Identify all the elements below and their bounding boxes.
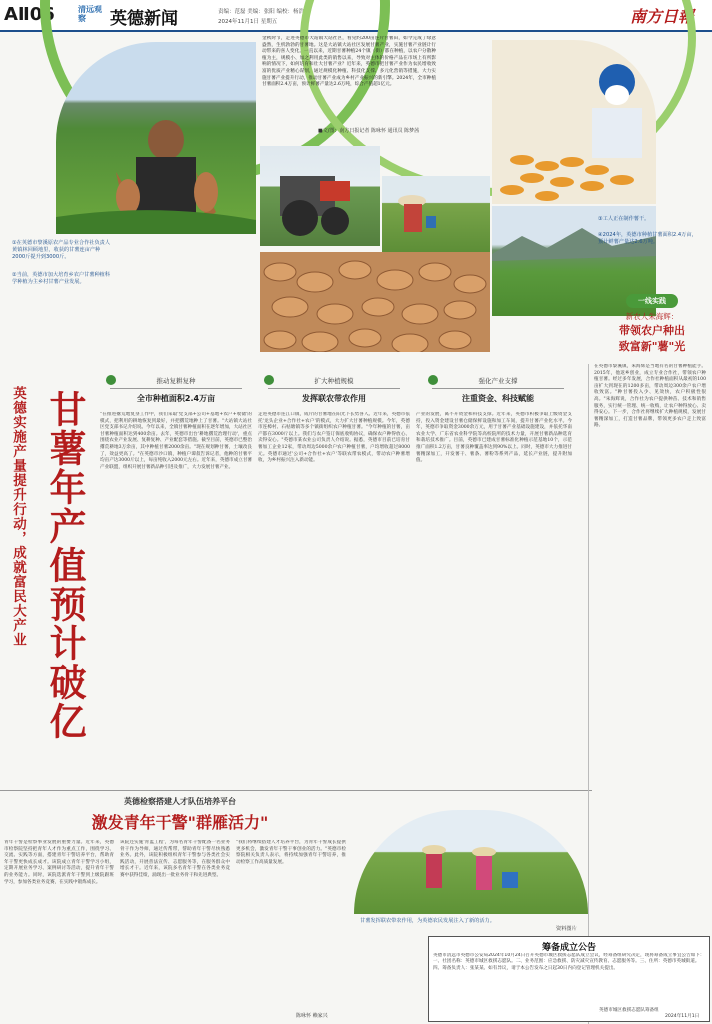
side-box-title-1: 带领农户种出 (619, 324, 685, 337)
caption-3: ③工人正在制作薯干。 (598, 216, 650, 222)
section-title-2: 发挥联农带农作用 (302, 394, 366, 403)
bottom-divider (0, 790, 592, 791)
photo-sweet-potato-heap (260, 252, 490, 352)
section-head-2 (256, 374, 412, 408)
side-box-tag-badge (626, 294, 678, 308)
notice-box (428, 936, 710, 1022)
bottom-story-col-1: 青年干警是检察事业发展的重要力量。近年来，英德市检察院坚持把青年人才作为重点工作，围绕学习、交流、实践等方面，搭建青年干警培养平台，帮助青年干警更快成长成才。该院成立青年干警学习小组，定期开展业务学习、案例研讨等活动，提升青年干警的业务能力。同时，该院选派青年干警到上级院跟班学习，参加各类业务竞赛，在实践中锻炼成长。 (4, 840, 114, 885)
section-rule-3 (432, 388, 564, 389)
top-intro-text: 金秋时节，走进英德市大站镇大站社区，看见约200亩连片甘薯田，如今完成了绿意盎然，生机勃勃的甘薯地。这是大站镇大站社区发展甘薯产业，实施甘薯产业链计行动带来的喜人变化。一直以来，近期甘薯种植24个镇（街）都在种植，以农户分散种植为主，规模小、加之利用此类的销售以来，导致对主体的价格产品在市场上有所影响的情况下，如何培育和壮大甘薯产业？近年来，英德市把甘薯产业作为农民增收致富的优质产业精心谋划，通过规模化种植、科技化支撑、多元化营销等措施，大力实施甘薯产业提升行动，推动甘薯产业成为乡村产业振兴的新引擎。2024年，全市种植甘薯面积2.4万亩，预计鲜薯产量达2.6万吨，综合产值超1亿元。 (262, 36, 436, 88)
photo-farmer-harvest (56, 42, 256, 234)
section-rule-2 (268, 388, 400, 389)
bottom-story-title: 激发青年干警"群雁活力" (91, 813, 269, 832)
top-intro-byline: ■文/图：南方日报记者 陈咏怀 通讯员 陈梦茜 (318, 128, 420, 134)
notice-signature: 英德市城区救援志愿队筹备组 (599, 1008, 659, 1013)
notice-text: 英德市清远市英德市公安局2024年10月24日召开英德市城区救援志愿队成立会议，经筹备组研究决定，现将筹备成立事宜公告如下：一、社团名称：英德市城区救援志愿队。二、业务范围：应急救援、防灾减灾宣传教育、志愿服务等。三、住所：英德市英城街道。四、筹备负责人：张某某。如有异议，请于本公告发布之日起30日内向登记管理机关提出。 (433, 953, 705, 971)
caption-2: ②当前，英德市加大培育乡农户甘薯种植科学种植为主乡村甘薯产业发展。 (12, 272, 111, 285)
photo-tractor-field (260, 146, 380, 246)
caption-4: ④2024年，英德市种植甘薯面积2.4万亩，预计鲜薯产量达2.6万吨。 (598, 232, 697, 245)
main-headline: 甘薯年产值预计破亿 (43, 390, 87, 741)
section-kicker-1: 推动复耕复种 (156, 377, 196, 385)
article-column-1: "在推进撂荒地复垦工作中，我们采取'党支部+公司+基地+农户+收储'的模式，把利用的耕地恢复到最好，并把撂荒地种上了甘薯。"大站镇大站社区党支部书记介绍说。今年以来，全镇甘薯种植面积在逐年增加，大站社区甘薯种植面积达到400余亩。去年，英德市出台'耕地撂荒治理行动'，重点围绕农业产业发展、复耕复种、产业配套等措施。截至目前，英德市已整治撂荒耕地3万余亩，其中种植甘薯2000余亩。"现在规划种甘薯，土壤改良了，效益更高了。"在英德市沙口镇，种植户谭叔告诉记者，他种的甘薯平均亩产达3000斤以上，每亩纯收入2000元左右。近年来，英德市成立甘薯产业联盟，组织开展甘薯新品种引进及推广，大力发展甘薯产业。 (100, 412, 252, 470)
bottom-story-byline: 陈咏怀 赖家兴 (296, 1013, 328, 1019)
column-divider (588, 364, 589, 1024)
section-rule-1 (110, 388, 242, 389)
photo-processing-worker (492, 40, 656, 204)
page-code: AⅡ06 (4, 4, 55, 25)
column-tag: 清远观察 (78, 5, 102, 23)
section-kicker-2: 扩大种植规模 (314, 377, 354, 385)
section-head-1 (98, 374, 254, 408)
side-box-tag: 一线实践 (638, 297, 666, 305)
section-kicker-3: 强化产业支撑 (478, 377, 518, 385)
section-head-3 (420, 374, 576, 408)
notice-date: 2024年11月1日 (665, 1014, 700, 1019)
photo-worker-field (382, 176, 490, 252)
section-title: 英德新闻 (110, 9, 178, 29)
bottom-story-col-2: 该院还实施'青蓝工程'，为每名青年干警配备一名业务骨干作为导师，通过传帮带，帮助青年干警尽快熟悉业务。此外，该院积极组织青年干警参与各类社会实践活动，开展普法宣传、志愿服务等，在服务群众中增长才干。近年来，该院多名青年干警在各类业务竞赛中获得佳绩，涌现出一批业务骨干和先进典型。 (120, 840, 230, 878)
photo-women-farmers (354, 810, 588, 914)
bottom-photo-credit: 资料图片 (556, 926, 577, 932)
issue-date: 2024年11月1日 星期五 (218, 19, 278, 25)
main-subheadline: 英德实施产量提升行动，成就富民大产业 (10, 386, 26, 647)
staff-line: 责编：范磊 美编：张阳 编校：杨浩宗 (218, 9, 310, 15)
article-column-2: 走进英德市连江口镇，成片的甘薯地在阳光下长势喜人。近年来，英德市依托'龙头企业+合作社+农户'的模式，大力扩大甘薯种植规模。今年，英德市连樟村、石牯塘镇等多个镇街组织农户种植甘薯。"今年种植的甘薯，亩产都在3000斤以上。我们与农户签订保底收购协议，确保农户种得放心、卖得安心。"英德市某农业公司负责人介绍说。据悉，英德市目前已培育甘薯加工企业12家，带动周边5000余户农户种植甘薯，户均增收超过8000元。英德市通过'公司+合作社+农户'等联农带农模式，带动农户种薯增收，为乡村振兴注入新动能。 (258, 412, 410, 464)
caption-1: ①在英德市黎溪原农产品专业合作社负责人黄镇林回顾地里，收获的甘薯连亩产种2000斤提升到3000斤。 (12, 240, 111, 260)
side-box-title-2: 致富新"薯"光 (618, 340, 686, 353)
side-box (596, 294, 708, 358)
article-column-3: 产业的发展，离不开资金和科技支撑。近年来，英德市积极争取上级资金支持，投入资金建设甘薯仓储保鲜设施和加工车间，提升甘薯产业化水平。今年，英德市争取资金3000余万元，用于甘薯产业基础设施建设，并依托华南农业大学、广东省农业科学院等高校院所的技术力量，开展甘薯新品种选育和栽培技术推广。目前，英德市已建成甘薯标准化种植示范基地10个，示范推广面积1.2万亩，甘薯良种覆盖率达到90%以上。同时，英德市大力推进甘薯精深加工，开发薯干、薯条、薯粉等系列产品，延长产业链，提升附加值。 (416, 412, 572, 464)
section-title-1: 全市种植面积2.4万亩 (136, 394, 216, 403)
article-column-4: 在英德市黎溪镇，朱海辉是当地有名的甘薯种植能手。2015年，他返乡创业，成立专业合作社，带领农户种植甘薯。经过多年发展，合作社种植面积从最初的100亩扩大到现在的1200多亩，带动周边300余户农户增收致富。"种甘薯投入少、见效快，农户积极性很高。"朱海辉说，合作社为农户提供种苗、技术和销售服务，实行统一管理、统一收购，让农户种得放心、卖得安心。下一步，合作社将继续扩大种植规模，发展甘薯精深加工，打造甘薯品牌，带领更多农户走上致富路。 (594, 364, 706, 429)
notice-title: 筹备成立公告 (541, 943, 596, 953)
newspaper-logo: 南方日報 (630, 7, 695, 26)
bottom-photo-caption: 甘薯发挥联农带农作用，为英德农民发展注入了新的活力。 (360, 918, 495, 924)
section-title-3: 注重资金、科技赋能 (462, 394, 534, 403)
bottom-story-kicker: 英德检察搭建人才队伍培养平台 (124, 797, 236, 806)
bottom-story-col-3: "我们将继续搭建人才培养平台，为青年干警成长提供更多机会，激发青年干警干事创业的活力。"英德市检察院相关负责人表示，将持续加强青年干警培养，推动检察工作高质量发展。 (236, 840, 346, 865)
side-box-subtitle: 新农人朱海辉： (625, 312, 679, 321)
